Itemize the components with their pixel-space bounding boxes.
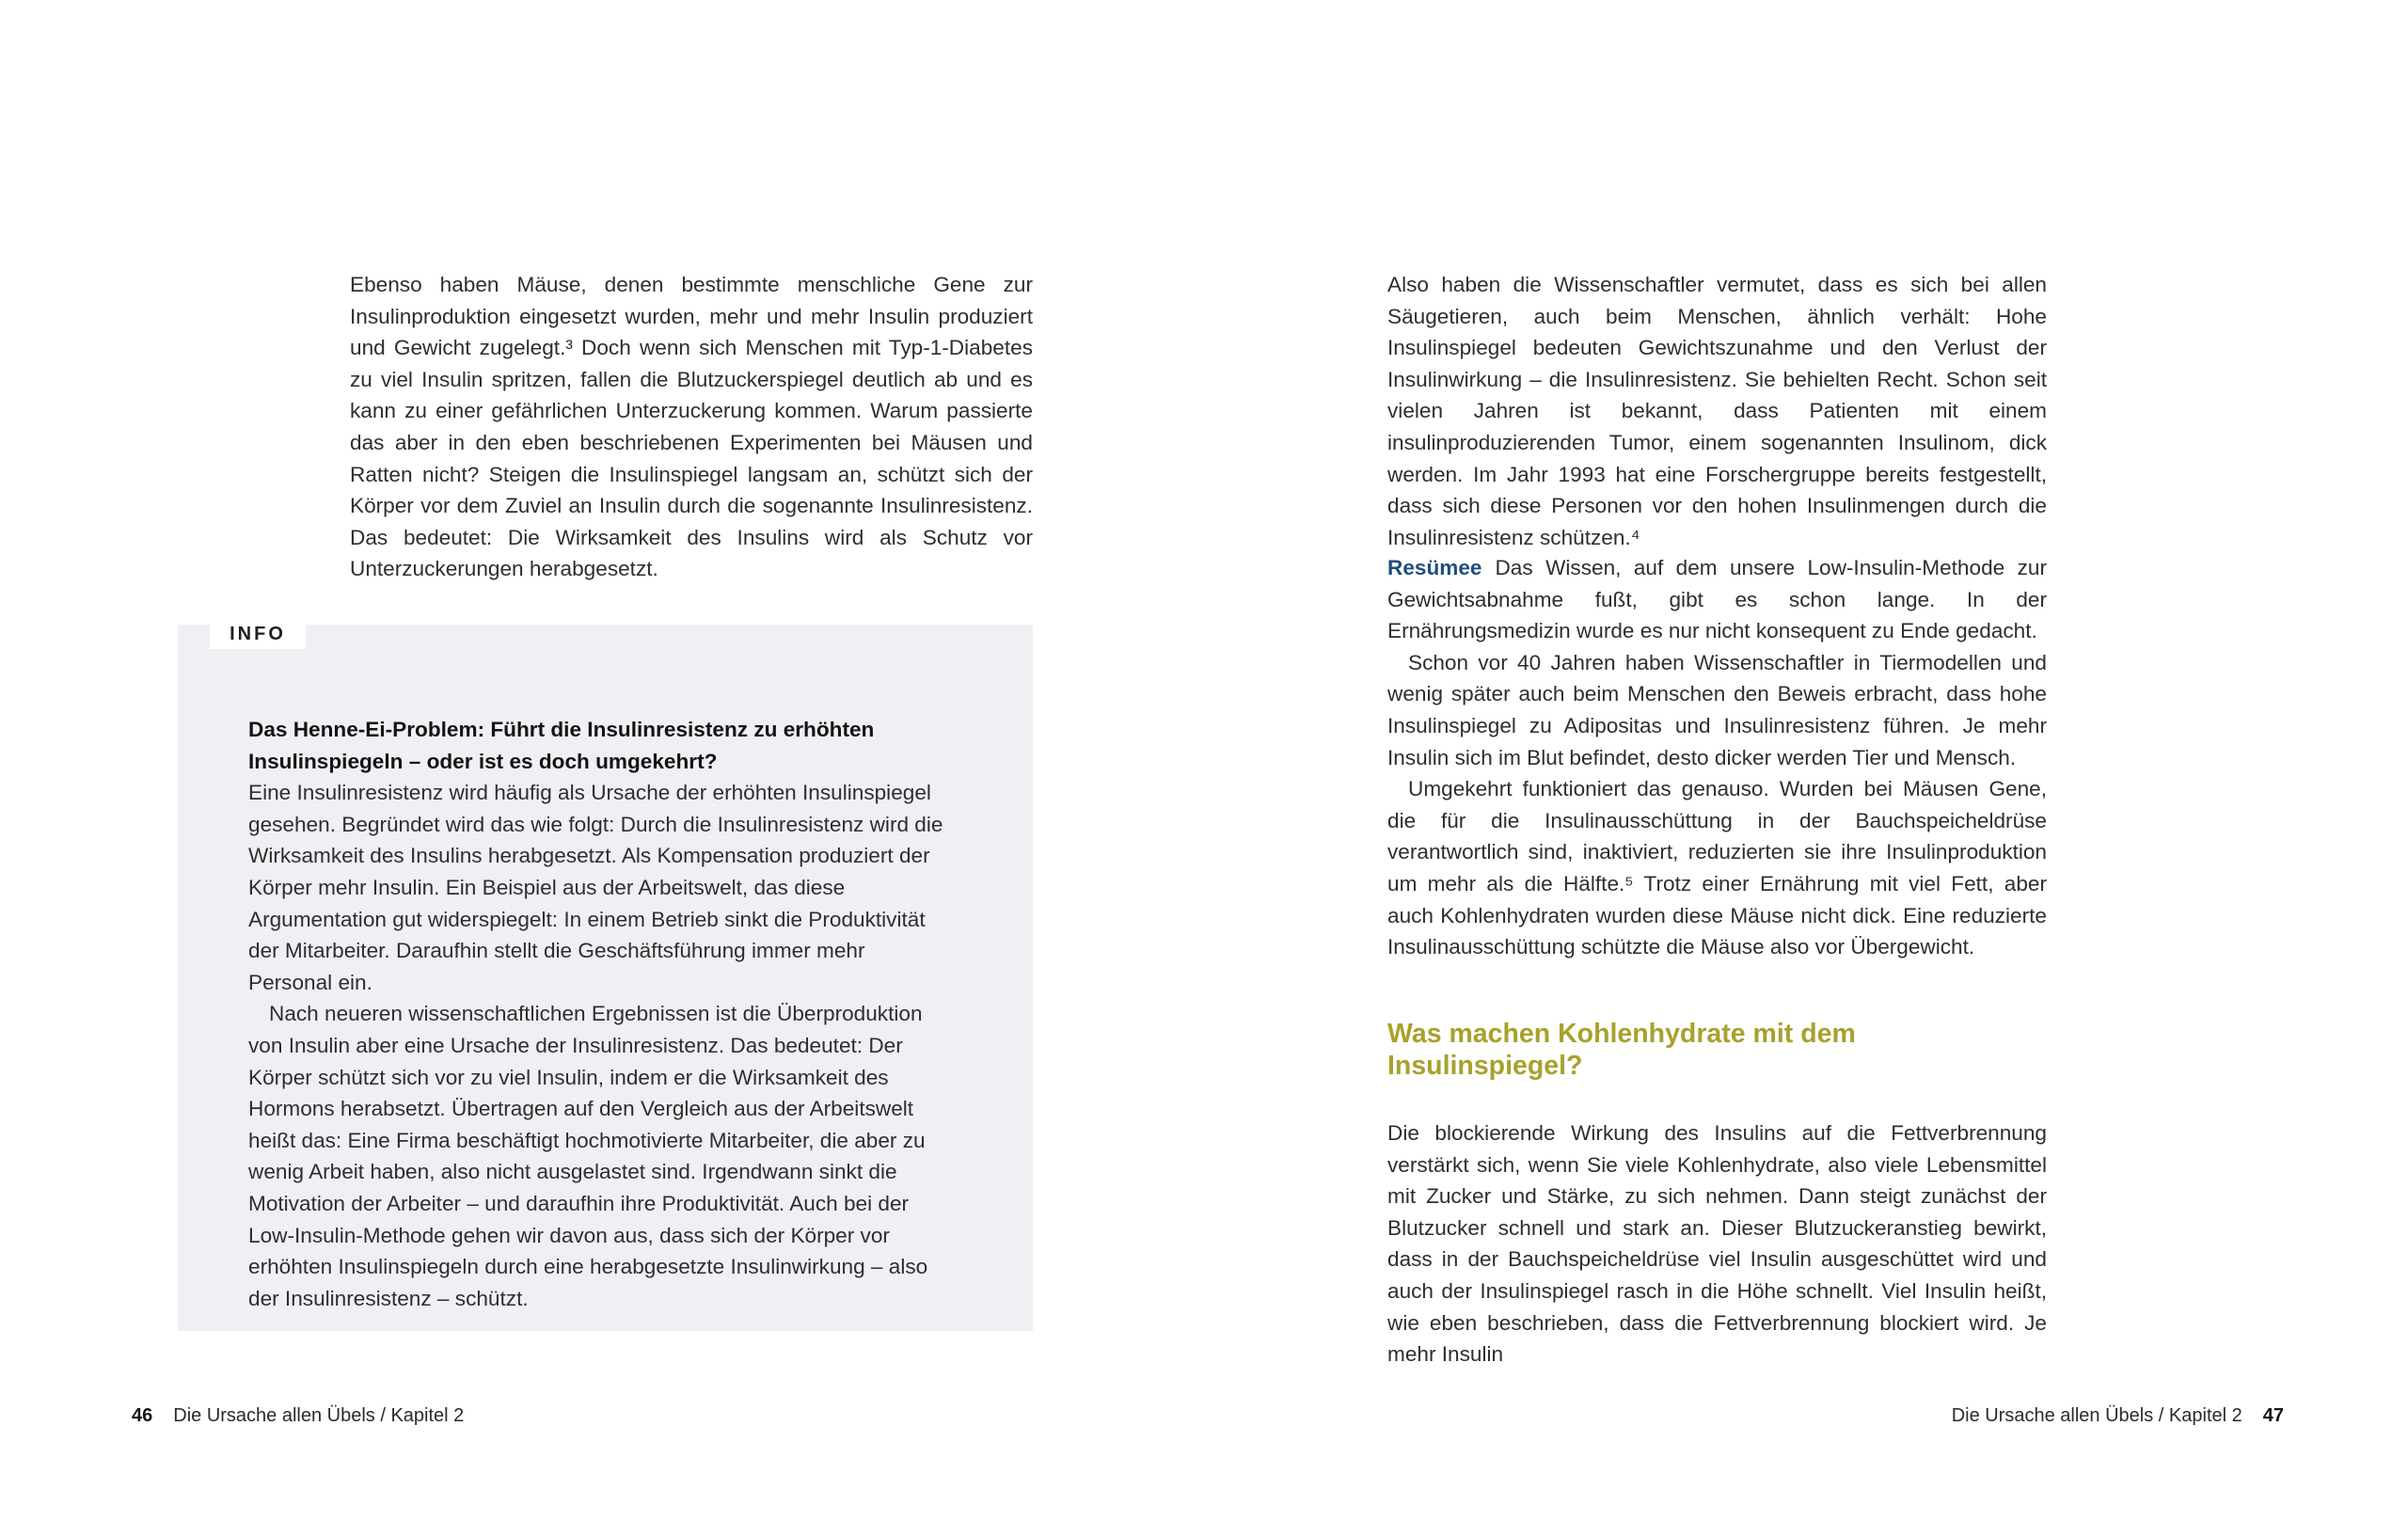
top-paragraph bbox=[1387, 269, 2047, 553]
info-paragraph-2: Nach neueren wissenschaftlichen Ergebnissen ist die Überproduktion von Insulin aber eine Ursache der Insulinresistenz. Das bedeutet: Der Körper schützt sich vor zu viel Insulin, indem er die Wirksamkeit des Hormons herabsetzt. Übertragen auf den Vergleich aus der Arbeitswelt heißt das: Eine Firma beschäftigt hochmotivierte Mitarbeiter, die aber zu wenig Arbeit haben, also nicht ausgelastet sind. Irgendwann sinkt die Motivation der Arbeiter – und daraufhin ihre Produktivität. Auch bei der Low-Insulin-Methode gehen wir davon aus, dass sich der Körper vor erhöhten Insulinspiegeln durch eine herabgesetzte Insulinwirkung – also der Insulinresistenz – schützt. bbox=[248, 1002, 928, 1310]
resumee-paragraph-1 bbox=[1387, 552, 2047, 647]
footer-right bbox=[1952, 1404, 2284, 1427]
info-paragraph-1: Eine Insulinresistenz wird häufig als Ursache der erhöhten Insulinspiegel gesehen. Begründet wird das wie folgt: Durch die Insulinresistenz wird die Wirksamkeit des Insulins herabgesetzt. Als Kompensation produziert der Körper mehr Insulin. Ein Beispiel aus der Arbeitswelt, das diese Argumentation gut widerspiegelt: In einem Betrieb sinkt die Produktivität der Mitarbeiter. Daraufhin stellt die Geschäftsführung immer mehr Personal ein. bbox=[248, 781, 943, 994]
info-content bbox=[248, 714, 946, 1314]
info-heading: Das Henne-Ei-Problem: Führt die Insulinresistenz zu erhöhten Insulinspiegeln – oder ist es doch umgekehrt? bbox=[248, 718, 875, 773]
running-title-left: Die Ursache allen Übels / Kapitel 2 bbox=[173, 1405, 465, 1426]
right-page bbox=[1204, 0, 2408, 1521]
bottom-paragraph-text: Die blockierende Wirkung des Insulins auf die Fettverbrennung verstärkt sich, wenn Sie viele Kohlenhydrate, also viele Lebensmittel mit Zucker und Stärke, zu sich nehmen. Dann steigt zunächst der Blutzucker schnell und stark an. Dieser Blutzuckeranstieg bewirkt, dass in der Bauchspeicheldrüse viel Insulin ausgeschüttet wird und auch der Insulinspiegel rasch in die Höhe schnellt. Viel Insulin heißt, wie eben beschrieben, dass die Fettverbrennung blockiert wird. Je mehr Insulin bbox=[1387, 1121, 2047, 1367]
resumee-paragraph-3: Umgekehrt funktioniert das genauso. Wurden bei Mäusen Gene, die für die Insulinausschüttung in der Bauchspeicheldrüse verantwortlich sind, inaktiviert, reduzierten sie ihre Insulinproduktion um mehr als die Hälfte.⁵ Trotz einer Ernährung mit viel Fett, aber auch Kohlenhydraten wurden diese Mäuse nicht dick. Eine reduzierte Insulinausschüttung schützte die Mäuse also vor Übergewicht. bbox=[1387, 777, 2047, 959]
section-heading: Was machen Kohlenhydrate mit dem Insulinspiegel? bbox=[1387, 1019, 1856, 1081]
running-title-right: Die Ursache allen Übels / Kapitel 2 bbox=[1951, 1405, 2242, 1426]
resumee-paragraph-1-text: Das Wissen, auf dem unsere Low-Insulin-Methode zur Gewichtsabnahme fußt, gibt es schon lange. In der Ernährungsmedizin wurde es nur nicht konsequent zu Ende gedacht. bbox=[1387, 556, 2047, 643]
resumee-section bbox=[1387, 552, 2047, 963]
intro-paragraph-text: Ebenso haben Mäuse, denen bestimmte menschliche Gene zur Insulinproduktion eingesetzt wurden, mehr und mehr Insulin produziert und Gewicht zugelegt.³ Doch wenn sich Menschen mit Typ-1-Diabetes zu viel Insulin spritzen, fallen die Blutzuckerspiegel deutlich ab und es kann zu einer gefährlichen Unterzuckerung kommen. Warum passierte das aber in den eben beschriebenen Experimenten bei Mäusen und Ratten nicht? Steigen die Insulinspiegel langsam an, schützt sich der Körper vor dem Zuviel an Insulin durch die sogenannte Insulinresistenz. Das bedeutet: Die Wirksamkeit des Insulins wird als Schutz vor Unterzuckerungen herabgesetzt. bbox=[350, 273, 1033, 581]
page-number-right: 47 bbox=[2262, 1405, 2284, 1426]
resumee-paragraph-2: Schon vor 40 Jahren haben Wissenschaftler in Tiermodellen und wenig später auch beim Menschen den Beweis erbracht, dass hohe Insulinspiegel zu Adipositas und Insulinresistenz führen. Je mehr Insulin sich im Blut befindet, desto dicker werden Tier und Mensch. bbox=[1387, 650, 2047, 769]
intro-paragraph bbox=[350, 269, 1033, 585]
bottom-paragraph bbox=[1387, 1117, 2047, 1370]
info-tag: INFO bbox=[210, 619, 306, 649]
page-number-left: 46 bbox=[132, 1405, 153, 1426]
top-paragraph-text: Also haben die Wissenschaftler vermutet, dass es sich bei allen Säugetieren, auch beim Menschen, ähnlich verhält: Hohe Insulinspiegel bedeuten Gewichtszunahme und den Verlust der Insulinwirkung – die Insulinresistenz. Sie behielten Recht. Schon seit vielen Jahren ist bekannt, dass Patienten mit einem insulinproduzierenden Tumor, einem sogenannten Insulinom, dick werden. Im Jahr 1993 hat eine Forschergruppe bereits festgestellt, dass sich diese Personen vor den hohen Insulinmengen durch die Insulinresistenz schützen.⁴ bbox=[1387, 273, 2047, 549]
info-box bbox=[178, 625, 1033, 1331]
footer-left bbox=[132, 1404, 464, 1427]
resumee-label: Resümee bbox=[1387, 556, 1482, 579]
